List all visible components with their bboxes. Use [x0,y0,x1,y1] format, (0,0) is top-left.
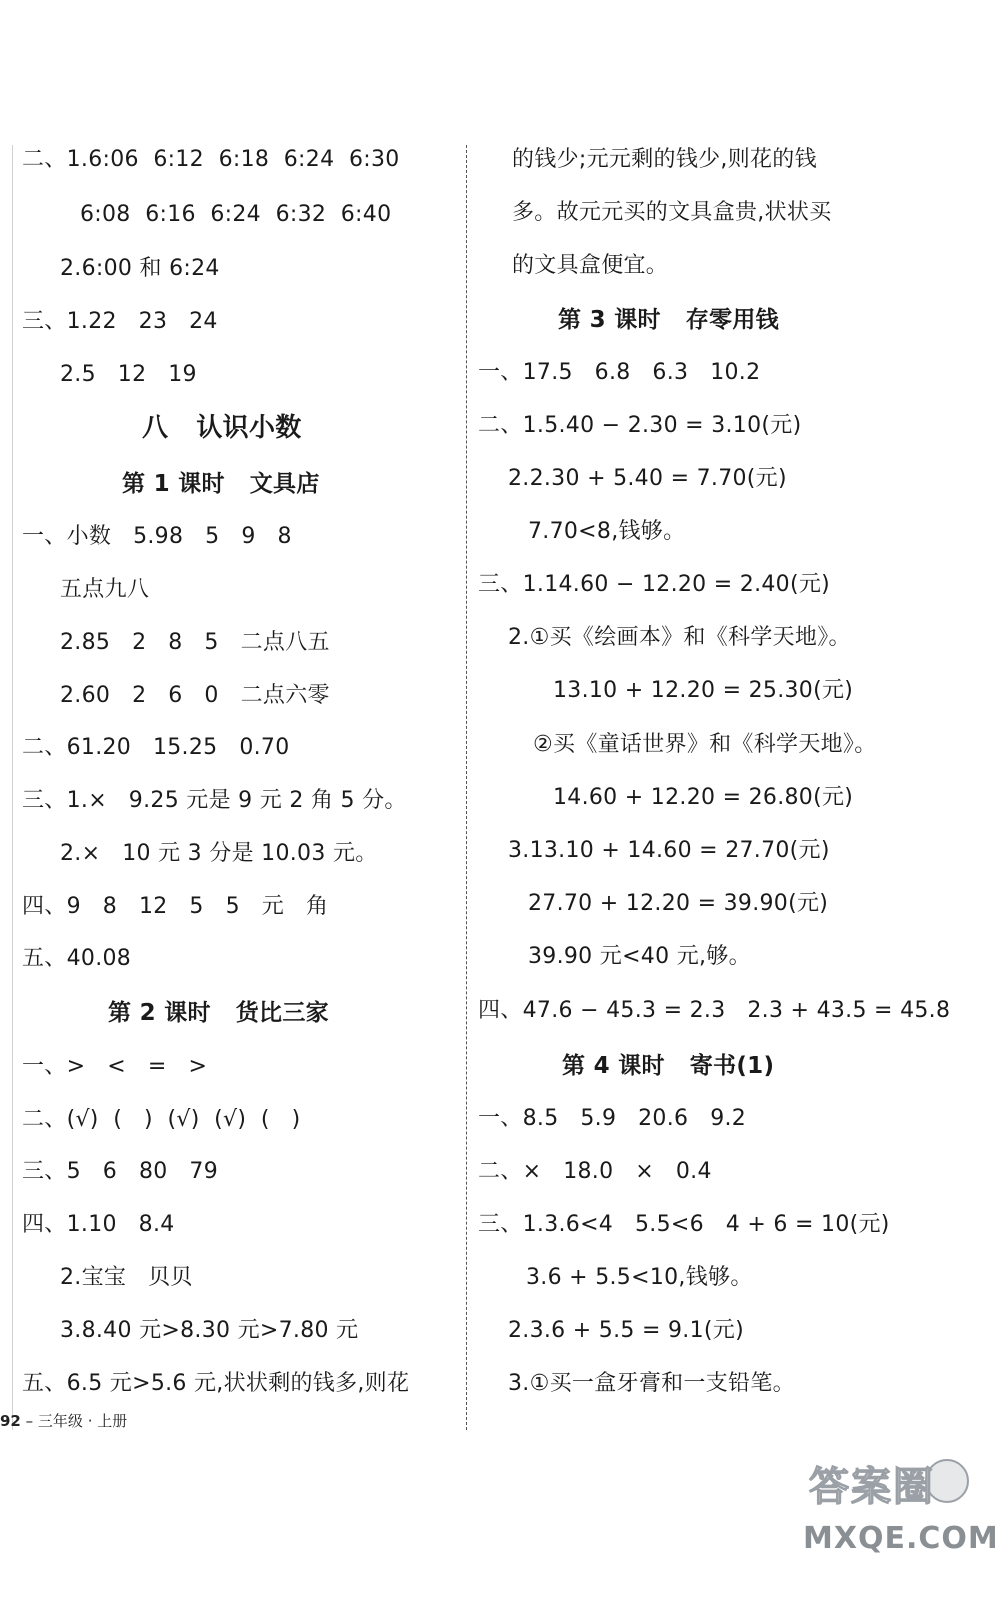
answer-line: 四、1.10 8.4 [22,1212,175,1237]
answer-line: 2.6:00 和 6:24 [60,256,220,281]
answer-line: 二、61.20 15.25 0.70 [22,735,290,760]
lesson-heading: 第 4 课时 寄书(1) [562,1053,775,1079]
answer-line: 二、1.6:06 6:12 6:18 6:24 6:30 [22,147,400,172]
answer-line: 三、1.14.60 − 12.20 = 2.40(元) [478,572,831,597]
answer-line: 二、× 18.0 × 0.4 [478,1159,712,1184]
answer-line: 2.宝宝 贝贝 [60,1265,193,1290]
answer-line: 2.①买《绘画本》和《科学天地》。 [508,625,851,650]
answer-line: 一、8.5 5.9 20.6 9.2 [478,1106,747,1131]
watermark-url: MXQE.COM [803,1521,999,1556]
answer-line: 一、> < = > [22,1054,208,1079]
answer-line: 三、1.22 23 24 [22,309,218,334]
answer-line: 27.70 + 12.20 = 39.90(元) [528,891,829,916]
answer-line: 39.90 元<40 元,够。 [528,944,751,969]
answer-line: 二、1.5.40 − 2.30 = 3.10(元) [478,413,802,438]
unit-title: 八 认识小数 [142,413,302,443]
answer-line: 的钱少;元元剩的钱少,则花的钱 [512,147,817,172]
answer-line: 6:08 6:16 6:24 6:32 6:40 [80,202,392,227]
answer-line: 2.60 2 6 0 二点六零 [60,683,330,708]
lesson-heading: 第 3 课时 存零用钱 [558,307,779,333]
lesson-heading: 第 1 课时 文具店 [122,471,320,497]
answer-line: 五点九八 [60,577,150,602]
answer-line: 一、小数 5.98 5 9 8 [22,524,292,549]
answer-line: 2.85 2 8 5 二点八五 [60,630,330,655]
answer-line: 2.2.30 + 5.40 = 7.70(元) [508,466,787,491]
answer-line: ②买《童话世界》和《科学天地》。 [533,732,877,757]
column-divider [466,145,467,1430]
book-label: 三年级 · 上册 [37,1412,128,1430]
answer-line: 五、40.08 [22,946,132,971]
watermark-logo [793,1455,999,1595]
answer-line: 2.3.6 + 5.5 = 9.1(元) [508,1318,744,1343]
answer-line: 7.70<8,钱够。 [528,519,686,544]
answer-line: 3.①买一盒牙膏和一支铅笔。 [508,1371,795,1396]
footer-separator: – [20,1412,38,1430]
answer-line: 三、5 6 80 79 [22,1159,219,1184]
answer-line: 2.5 12 19 [60,362,197,387]
answer-line: 2.× 10 元 3 分是 10.03 元。 [60,841,378,866]
answer-line: 五、6.5 元>5.6 元,状状剩的钱多,则花 [22,1371,410,1396]
answer-line: 13.10 + 12.20 = 25.30(元) [553,678,854,703]
answer-line: 一、17.5 6.8 6.3 10.2 [478,360,761,385]
answer-line: 3.6 + 5.5<10,钱够。 [526,1265,753,1290]
margin-rule [12,145,13,1430]
page-footer [0,1411,127,1431]
page-number: 92 [0,1412,21,1430]
answer-line: 三、1.× 9.25 元是 9 元 2 角 5 分。 [22,788,407,813]
answer-line: 二、(√) ( ) (√) (√) ( ) [22,1107,301,1132]
answer-line: 的文具盒便宜。 [512,253,669,278]
answer-line: 四、9 8 12 5 5 元 角 [22,894,329,919]
lesson-heading: 第 2 课时 货比三家 [108,1000,329,1026]
answer-line: 3.13.10 + 14.60 = 27.70(元) [508,838,830,863]
answer-line: 四、47.6 − 45.3 = 2.3 2.3 + 43.5 = 45.8 [478,998,951,1023]
answer-line: 14.60 + 12.20 = 26.80(元) [553,785,854,810]
answer-line: 多。故元元买的文具盒贵,状状买 [512,200,832,225]
answer-line: 3.8.40 元>8.30 元>7.80 元 [60,1318,359,1343]
answer-line: 三、1.3.6<4 5.5<6 4 + 6 = 10(元) [478,1212,890,1237]
watermark-title: 答案圈 [809,1464,935,1510]
